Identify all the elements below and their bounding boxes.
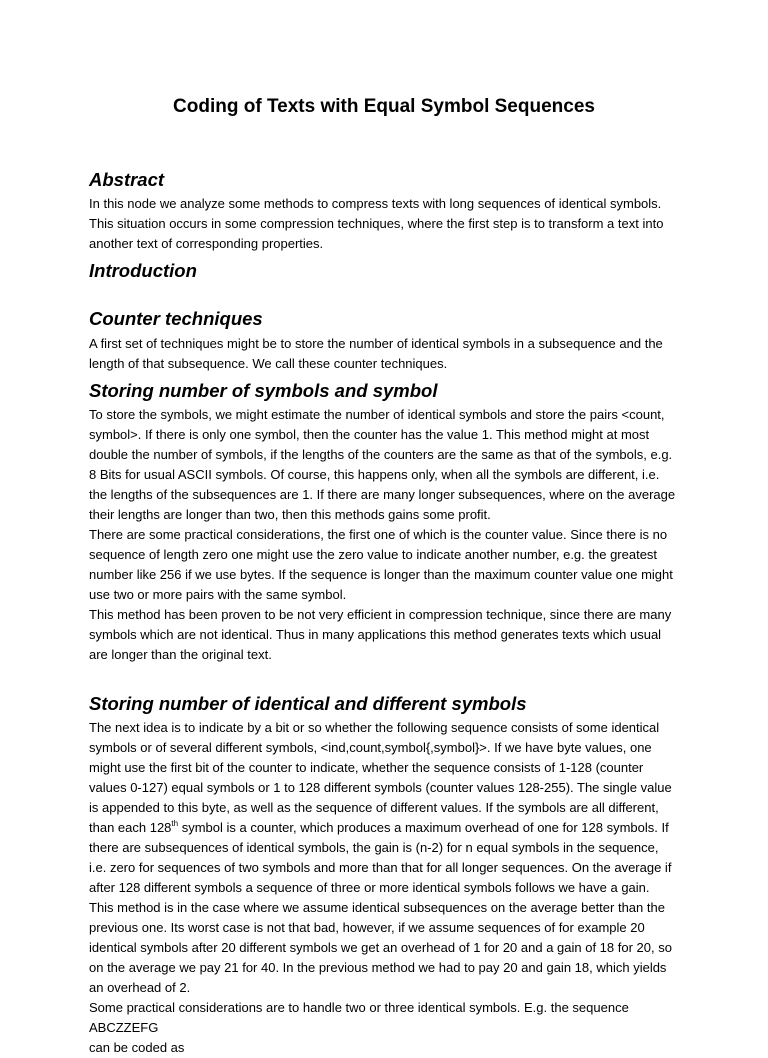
text-line: In this node we analyze some methods to compress texts with long sequences of identical symbols.	[89, 196, 662, 211]
text-line: after 128 different symbols a sequence of three or more identical symbols follows we have a gain.	[89, 880, 650, 895]
text-line: A first set of techniques might be to store the number of identical symbols in a subsequence and the	[89, 336, 663, 351]
text-line: symbols which are not identical. Thus in many applications this method generates texts which usual	[89, 627, 662, 642]
text-line: use two or more pairs with the same symbol.	[89, 587, 347, 602]
text-line: double the number of symbols, if the lengths of the counters are the same as that of the symbols, e.g.	[89, 447, 673, 462]
heading-storing-identical-and-different: Storing number of identical and different symbols	[89, 693, 527, 714]
text-line: i.e. zero for sequences of two symbols and more than that for all longer sequences. On the average if	[89, 860, 672, 875]
heading-counter-techniques: Counter techniques	[89, 308, 263, 329]
superscript: th	[171, 819, 179, 828]
text-line: symbols or of several different symbols, <ind,count,symbol{,symbol}>. If we have byte values, one	[89, 740, 652, 755]
abstract-paragraph	[89, 194, 689, 254]
text-line: previous one. Its worst case is not that bad, however, if we assume sequences of for example 20	[89, 920, 645, 935]
text-line: To store the symbols, we might estimate the number of identical symbols and store the pairs <count,	[89, 407, 665, 422]
text-line: number like 256 if we use bytes. If the sequence is longer than the maximum counter value one might	[89, 567, 673, 582]
text-fragment: symbol is a counter, which produces a maximum overhead of one for 128 symbols. If	[178, 820, 669, 835]
storing-number-paragraph	[89, 405, 689, 665]
text-line: is appended to this byte, as well as the sequence of different values. If the symbols are all different,	[89, 800, 659, 815]
text-line: 8 Bits for usual ASCII symbols. Of course, this happens only, when all the symbols are different, i.e.	[89, 467, 660, 482]
text-line: This method is in the case where we assume identical subsequences on the average better than the	[89, 900, 665, 915]
document-title: Coding of Texts with Equal Symbol Sequences	[173, 96, 595, 117]
text-line: ABCZZEFG	[89, 1020, 159, 1035]
text-line: the lengths of the subsequences are 1. If there are many longer subsequences, where on the average	[89, 487, 676, 502]
heading-storing-number-of-symbols: Storing number of symbols and symbol	[89, 380, 438, 401]
text-line: symbol>. If there is only one symbol, then the counter has the value 1. This method might at most	[89, 427, 650, 442]
heading-abstract: Abstract	[89, 169, 165, 190]
text-line: The next idea is to indicate by a bit or so whether the following sequence consists of some identical	[89, 720, 660, 735]
text-line: Some practical considerations are to handle two or three identical symbols. E.g. the sequence	[89, 1000, 629, 1015]
text-line: identical symbols after 20 different symbols we get an overhead of 1 for 20 and a gain of 18 for 20, so	[89, 940, 672, 955]
text-line: their lengths are longer than two, then this methods gains some profit.	[89, 507, 491, 522]
text-line: can be coded as	[89, 1040, 185, 1055]
text-line: are longer than the original text.	[89, 647, 272, 662]
counter-techniques-paragraph	[89, 334, 689, 374]
text-line: length of that subsequence. We call these counter techniques.	[89, 356, 448, 371]
text-line: on the average we pay 21 for 40. In the previous method we had to pay 20 and gain 18, which yields	[89, 960, 667, 975]
text-line: This method has been proven to be not very efficient in compression technique, since there are many	[89, 607, 672, 622]
text-line-with-superscript	[89, 818, 689, 838]
text-line: an overhead of 2.	[89, 980, 191, 995]
storing-identical-paragraph	[89, 718, 689, 1058]
text-line: There are some practical considerations, the first one of which is the counter value. Since there is no	[89, 527, 668, 542]
text-line: another text of corresponding properties.	[89, 236, 324, 251]
text-line: sequence of length zero one might use the zero value to indicate another number, e.g. the greatest	[89, 547, 658, 562]
heading-introduction: Introduction	[89, 260, 197, 281]
text-line: values 0-127) equal symbols or 1 to 128 different symbols (counter values 128-255). The single value	[89, 780, 672, 795]
text-line: there are subsequences of identical symbols, the gain is (n-2) for n equal symbols in the sequence,	[89, 840, 659, 855]
text-fragment: than each 128	[89, 820, 172, 835]
text-line: might use the first bit of the counter to indicate, whether the sequence consists of 1-128 (counter	[89, 760, 644, 775]
text-line: This situation occurs in some compression techniques, where the first step is to transform a text into	[89, 216, 664, 231]
